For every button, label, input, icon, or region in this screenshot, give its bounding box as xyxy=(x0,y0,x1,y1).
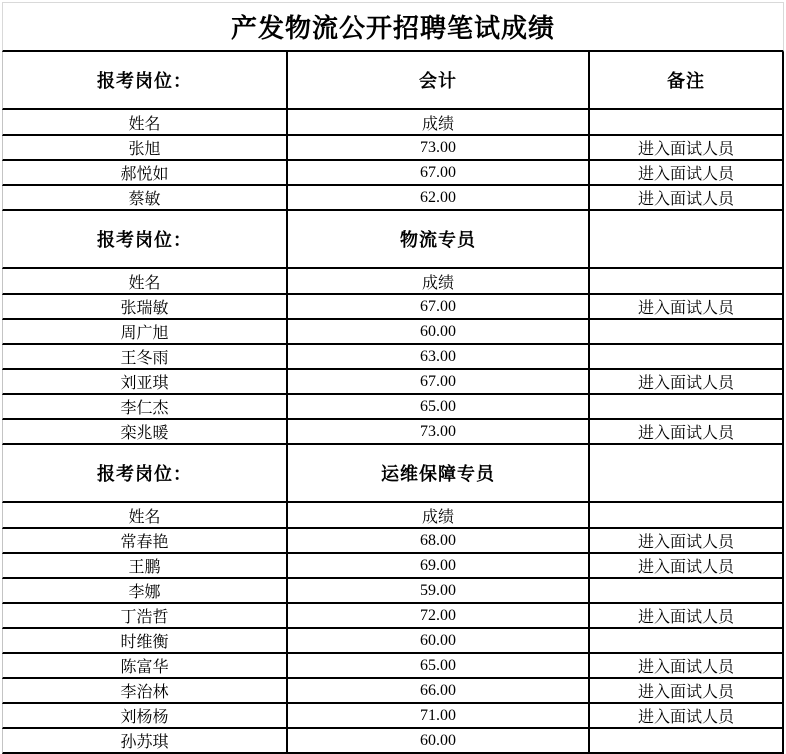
candidate-name-cell: 刘杨杨 xyxy=(2,704,288,729)
candidate-name-cell: 孙苏琪 xyxy=(2,729,288,754)
score-cell: 66.00 xyxy=(288,679,590,704)
subheader-row xyxy=(2,110,784,136)
remark-cell: 进入面试人员 xyxy=(590,604,784,629)
subheader-row xyxy=(2,503,784,529)
candidate-name-cell: 丁浩哲 xyxy=(2,604,288,629)
score-cell: 72.00 xyxy=(288,604,590,629)
subheader-row xyxy=(2,269,784,295)
table-row xyxy=(2,320,784,345)
score-cell: 73.00 xyxy=(288,136,590,161)
remark-blank-cell xyxy=(590,503,784,529)
candidate-name-cell: 陈富华 xyxy=(2,654,288,679)
remark-blank-cell xyxy=(590,110,784,136)
remark-header-cell: 备注 xyxy=(590,52,784,110)
score-cell: 73.00 xyxy=(288,420,590,445)
candidate-name-cell: 栾兆暖 xyxy=(2,420,288,445)
position-value-cell: 物流专员 xyxy=(288,211,590,269)
score-cell: 65.00 xyxy=(288,395,590,420)
remark-cell: 进入面试人员 xyxy=(590,295,784,320)
table-row xyxy=(2,295,784,320)
document-page xyxy=(0,2,786,751)
section-header-row xyxy=(2,211,784,269)
table-row xyxy=(2,136,784,161)
score-cell: 69.00 xyxy=(288,554,590,579)
candidate-name-cell: 郝悦如 xyxy=(2,161,288,186)
name-header-cell: 姓名 xyxy=(2,269,288,295)
remark-cell xyxy=(590,345,784,370)
page-title: 产发物流公开招聘笔试成绩 xyxy=(2,2,784,52)
table-row xyxy=(2,370,784,395)
remark-cell: 进入面试人员 xyxy=(590,529,784,554)
remark-cell: 进入面试人员 xyxy=(590,161,784,186)
table-row xyxy=(2,704,784,729)
table-row xyxy=(2,345,784,370)
table-row xyxy=(2,604,784,629)
score-header-cell: 成绩 xyxy=(288,503,590,529)
table-row xyxy=(2,161,784,186)
candidate-name-cell: 常春艳 xyxy=(2,529,288,554)
score-header-cell: 成绩 xyxy=(288,110,590,136)
position-value-cell: 运维保障专员 xyxy=(288,445,590,503)
table-row xyxy=(2,629,784,654)
score-cell: 67.00 xyxy=(288,295,590,320)
candidate-name-cell: 刘亚琪 xyxy=(2,370,288,395)
name-header-cell: 姓名 xyxy=(2,503,288,529)
title-row xyxy=(2,2,784,52)
table-row xyxy=(2,186,784,211)
remark-header-cell xyxy=(590,445,784,503)
candidate-name-cell: 李娜 xyxy=(2,579,288,604)
table-row xyxy=(2,529,784,554)
table-row xyxy=(2,729,784,754)
remark-cell: 进入面试人员 xyxy=(590,654,784,679)
remark-cell: 进入面试人员 xyxy=(590,554,784,579)
score-cell: 71.00 xyxy=(288,704,590,729)
candidate-name-cell: 张瑞敏 xyxy=(2,295,288,320)
candidate-name-cell: 王冬雨 xyxy=(2,345,288,370)
section-header-row xyxy=(2,52,784,110)
remark-cell: 进入面试人员 xyxy=(590,704,784,729)
candidate-name-cell: 李仁杰 xyxy=(2,395,288,420)
table-row xyxy=(2,554,784,579)
candidate-name-cell: 周广旭 xyxy=(2,320,288,345)
remark-cell: 进入面试人员 xyxy=(590,186,784,211)
score-cell: 62.00 xyxy=(288,186,590,211)
remark-cell: 进入面试人员 xyxy=(590,679,784,704)
candidate-name-cell: 时维衡 xyxy=(2,629,288,654)
position-label-cell: 报考岗位： xyxy=(2,211,288,269)
score-cell: 63.00 xyxy=(288,345,590,370)
position-label-cell: 报考岗位： xyxy=(2,52,288,110)
section-header-row xyxy=(2,445,784,503)
candidate-name-cell: 张旭 xyxy=(2,136,288,161)
remark-cell xyxy=(590,729,784,754)
score-header-cell: 成绩 xyxy=(288,269,590,295)
score-cell: 68.00 xyxy=(288,529,590,554)
table-row xyxy=(2,395,784,420)
table-row xyxy=(2,679,784,704)
candidate-name-cell: 李治林 xyxy=(2,679,288,704)
candidate-name-cell: 王鹏 xyxy=(2,554,288,579)
table-row xyxy=(2,654,784,679)
remark-cell: 进入面试人员 xyxy=(590,370,784,395)
score-cell: 60.00 xyxy=(288,729,590,754)
remark-cell: 进入面试人员 xyxy=(590,420,784,445)
remark-blank-cell xyxy=(590,269,784,295)
remark-cell xyxy=(590,629,784,654)
score-cell: 60.00 xyxy=(288,320,590,345)
remark-cell xyxy=(590,320,784,345)
score-cell: 59.00 xyxy=(288,579,590,604)
position-label-cell: 报考岗位： xyxy=(2,445,288,503)
remark-header-cell xyxy=(590,211,784,269)
score-cell: 60.00 xyxy=(288,629,590,654)
remark-cell xyxy=(590,395,784,420)
candidate-name-cell: 蔡敏 xyxy=(2,186,288,211)
table-row xyxy=(2,579,784,604)
position-value-cell: 会计 xyxy=(288,52,590,110)
score-table xyxy=(2,2,784,754)
score-cell: 65.00 xyxy=(288,654,590,679)
remark-cell: 进入面试人员 xyxy=(590,136,784,161)
name-header-cell: 姓名 xyxy=(2,110,288,136)
score-cell: 67.00 xyxy=(288,370,590,395)
score-cell: 67.00 xyxy=(288,161,590,186)
remark-cell xyxy=(590,579,784,604)
table-row xyxy=(2,420,784,445)
